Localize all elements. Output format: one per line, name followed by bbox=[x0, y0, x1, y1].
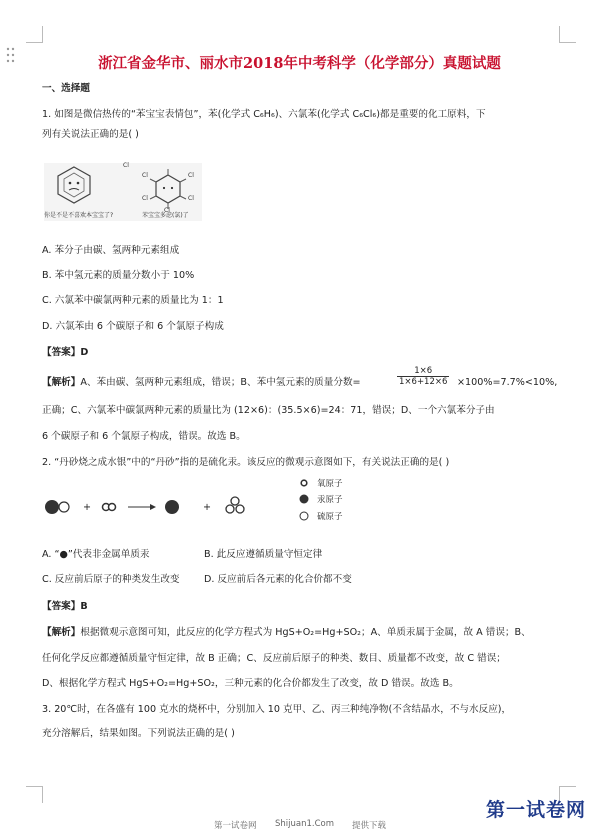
q1-explanation-line1 bbox=[42, 376, 361, 389]
cl-label: Cl bbox=[188, 172, 194, 179]
explanation-label: 【解析】 bbox=[42, 377, 81, 388]
fraction-denominator: 1×6+12×6 bbox=[399, 377, 448, 387]
q2-option-c: C. 反应前后原子的种类发生改变 bbox=[42, 574, 180, 585]
answer-value: B bbox=[80, 601, 88, 612]
answer-label: 【答案】 bbox=[42, 601, 81, 612]
explanation-label: 【解析】 bbox=[42, 627, 81, 638]
crop-mark bbox=[559, 26, 576, 43]
q1-explanation-line1-tail: ×100%=7.7%<10%, bbox=[457, 377, 558, 388]
page-title: 浙江省金华市、丽水市2018年中考科学（化学部分）真题试题 bbox=[98, 55, 501, 72]
q1-explanation-line2: 正确；C、六氯苯中碳氯两种元素的质量比为 (12×6)：(35.5×6)=24：71，错误；D、一个六氯苯分子由 bbox=[42, 405, 495, 416]
image-caption-left: 你是不是不喜欢本宝宝了? bbox=[44, 212, 114, 219]
crop-mark bbox=[26, 26, 43, 43]
q2-stem: 2. “丹砂烧之成水银”中的“丹砂”指的是硫化汞。该反应的微观示意图如下，有关说法正确的是( ) bbox=[42, 457, 450, 468]
q2-option-a: A. “●”代表非金属单质汞 bbox=[42, 549, 150, 560]
q2-option-b: B. 此反应遵循质量守恒定律 bbox=[204, 549, 323, 560]
crop-mark bbox=[26, 786, 43, 803]
section-heading: 一、选择题 bbox=[42, 83, 90, 94]
site-logo: 第一试卷网 bbox=[486, 799, 587, 821]
q1-option-a: A. 苯分子由碳、氢两种元素组成 bbox=[42, 245, 180, 256]
explanation-text: A、苯由碳、氢两种元素组成，错误；B、苯中氢元素的质量分数= bbox=[80, 377, 361, 388]
legend-icons bbox=[298, 478, 312, 524]
q1-option-d: D. 六氯苯由 6 个碳原子和 6 个氯原子构成 bbox=[42, 321, 224, 332]
image-caption-right: 苯宝宝多虑(氯)了 bbox=[142, 212, 189, 219]
mass-fraction bbox=[397, 366, 449, 387]
plus-sign: + bbox=[83, 502, 92, 513]
footer-site-url[interactable]: Shijuan1.Com bbox=[275, 819, 335, 829]
benzene-meme-image bbox=[44, 163, 202, 221]
cl-label: Cl bbox=[123, 162, 129, 169]
cl-label: Cl bbox=[164, 207, 170, 214]
q2-explanation-line3: D、根据化学方程式 HgS+O₂=Hg+SO₂，三种元素的化合价都发生了改变，故 D 错误。故选 B。 bbox=[42, 678, 459, 689]
q2-explanation-line2: 任何化学反应都遵循质量守恒定律，故 B 正确；C、反应前后原子的种类、数目、质量都不改变，故 C 错误； bbox=[42, 653, 506, 664]
q3-stem-line2: 充分溶解后，结果如图。下列说法正确的是( ) bbox=[42, 728, 235, 739]
q1-stem-line1: 1. 如图是微信热传的“苯宝宝表情包”，苯(化学式 C₆H₆)、六氯苯(化学式 C₆Cl₆)都是重要的化工原料，下 bbox=[42, 109, 486, 120]
answer-value: D bbox=[80, 347, 89, 358]
cl-label: Cl bbox=[188, 195, 194, 202]
q2-answer bbox=[42, 600, 88, 613]
cl-label: Cl bbox=[142, 195, 148, 202]
q1-explanation-line3: 6 个碳原子和 6 个氯原子构成，错误。故选 B。 bbox=[42, 431, 246, 442]
footer-site-name: 第一试卷网 bbox=[214, 821, 257, 831]
q2-option-d: D. 反应前后各元素的化合价都不变 bbox=[204, 574, 352, 585]
legend-oxygen: 氧原子 bbox=[317, 479, 343, 489]
q1-option-b: B. 苯中氢元素的质量分数小于 10% bbox=[42, 270, 195, 281]
q2-explanation-line1 bbox=[42, 626, 531, 639]
q1-answer bbox=[42, 346, 88, 359]
q1-option-c: C. 六氯苯中碳氯两种元素的质量比为 1：1 bbox=[42, 295, 224, 306]
q3-stem-line1: 3. 20℃时，在各盛有 100 克水的烧杯中，分别加入 10 克甲、乙、丙三种纯净物(不含结晶水，不与水反应)， bbox=[42, 704, 512, 715]
legend-sulfur: 硫原子 bbox=[317, 512, 343, 522]
fraction-numerator: 1×6 bbox=[397, 366, 449, 377]
legend-mercury: 汞原子 bbox=[317, 495, 343, 505]
explanation-text: 根据微观示意图可知，此反应的化学方程式为 HgS+O₂=Hg+SO₂；A、单质汞属于金属，故 A 错误；B、 bbox=[80, 627, 531, 638]
footer-download: 提供下载 bbox=[352, 821, 387, 831]
q1-stem-line2: 列有关说法正确的是( ) bbox=[42, 129, 139, 140]
cl-label: Cl bbox=[142, 172, 148, 179]
answer-label: 【答案】 bbox=[42, 347, 81, 358]
plus-sign: + bbox=[203, 502, 212, 513]
